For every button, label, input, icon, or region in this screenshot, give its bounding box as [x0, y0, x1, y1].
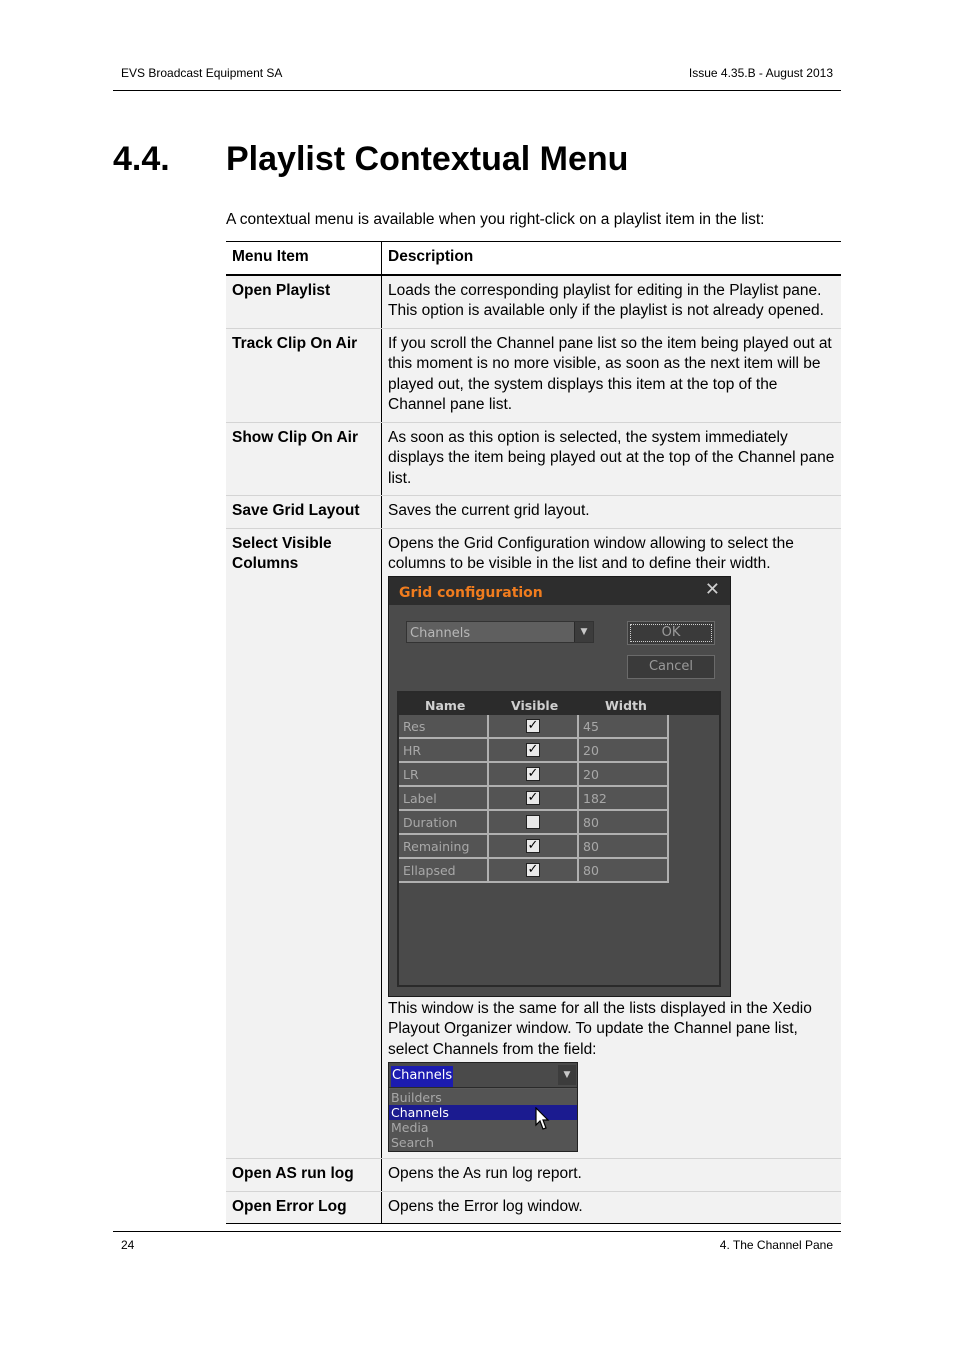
grid-row	[399, 859, 669, 883]
chevron-down-icon[interactable]: ▼	[558, 1065, 576, 1085]
intro-paragraph: A contextual menu is available when you right-click on a playlist item in the list:	[226, 211, 765, 228]
grid-cell-visible	[489, 787, 579, 811]
grid-cell-name: Duration	[399, 811, 489, 835]
menu-item-description	[382, 528, 842, 1159]
grid-row	[399, 787, 669, 811]
section-title: Playlist Contextual Menu	[226, 140, 629, 178]
menu-item-name: Track Clip On Air	[226, 328, 382, 422]
grid-header	[399, 693, 719, 715]
grid-cell-visible	[489, 835, 579, 859]
column-header-menu-item: Menu Item	[226, 242, 382, 275]
grid-cell-width[interactable]: 20	[579, 763, 669, 787]
grid-cell-visible	[489, 811, 579, 835]
menu-item-description: Opens the As run log report.	[382, 1159, 842, 1192]
footer-rule	[113, 1231, 841, 1232]
checkbox-checked-icon[interactable]: ✓	[527, 861, 539, 877]
grid-cell-width[interactable]: 20	[579, 739, 669, 763]
grid-cell-width[interactable]: 80	[579, 859, 669, 883]
checkbox-checked-icon[interactable]: ✓	[527, 837, 539, 853]
list-select-value: Channels	[410, 625, 471, 641]
checkbox-checked-icon[interactable]: ✓	[527, 741, 539, 757]
columns-grid	[397, 691, 721, 987]
menu-item-description: Saves the current grid layout.	[382, 496, 842, 529]
table-row	[226, 422, 841, 496]
grid-cell-visible	[489, 739, 579, 763]
grid-cell-name: HR	[399, 739, 489, 763]
mouse-pointer-icon	[535, 1107, 551, 1131]
menu-item-name: Open AS run log	[226, 1159, 382, 1192]
grid-header-visible: Visible	[511, 697, 559, 713]
header-rule	[113, 90, 841, 91]
table-header-row	[226, 242, 841, 275]
chevron-down-icon[interactable]: ▼	[574, 622, 593, 642]
grid-row	[399, 811, 669, 835]
menu-item-description: Loads the corresponding playlist for editing in the Playlist pane. This option is available only if the playlist is not already opened.	[382, 275, 842, 329]
menu-item-name: Open Playlist	[226, 275, 382, 329]
grid-header-name: Name	[425, 697, 466, 713]
menu-item-description: As soon as this option is selected, the system immediately displays the item being played out at the top of the Channel pane list.	[382, 422, 842, 496]
table-row	[226, 328, 841, 422]
table-row	[226, 496, 841, 529]
window-title: Grid configuration	[399, 584, 543, 601]
list-type-dropdown[interactable]	[388, 1062, 578, 1152]
grid-cell-name: Ellapsed	[399, 859, 489, 883]
close-icon[interactable]: ✕	[704, 578, 720, 600]
grid-row	[399, 715, 669, 739]
menu-item-name: Select Visible Columns	[226, 528, 382, 1159]
checkbox-checked-icon[interactable]: ✓	[527, 717, 539, 733]
list-select[interactable]	[406, 621, 594, 643]
ok-button[interactable]: OK	[627, 621, 715, 645]
grid-cell-width[interactable]: 80	[579, 811, 669, 835]
menu-item-description: Opens the Error log window.	[382, 1191, 842, 1224]
grid-cell-name: Res	[399, 715, 489, 739]
dropdown-value: Channels	[391, 1066, 453, 1087]
grid-cell-visible	[489, 763, 579, 787]
grid-header-width: Width	[605, 697, 647, 713]
grid-cell-width[interactable]: 45	[579, 715, 669, 739]
table-row	[226, 528, 841, 1159]
menu-items-table	[226, 241, 841, 1224]
grid-cell-width[interactable]: 80	[579, 835, 669, 859]
page-number: 24	[121, 1238, 135, 1252]
dropdown-option-builders[interactable]: Builders	[391, 1090, 442, 1105]
table-row	[226, 1159, 841, 1192]
dropdown-option-search[interactable]: Search	[391, 1135, 434, 1150]
grid-cell-name: Label	[399, 787, 489, 811]
select-columns-description: Opens the Grid Configuration window allowing to select the columns to be visible in the list and to define their width.	[388, 534, 794, 572]
grid-cell-name: Remaining	[399, 835, 489, 859]
grid-cell-visible	[489, 859, 579, 883]
dropdown-field[interactable]	[389, 1063, 577, 1088]
header-company: EVS Broadcast Equipment SA	[121, 66, 283, 80]
select-columns-note: This window is the same for all the lists displayed in the Xedio Playout Organizer window. To update the Channel pane list, select Channels from the field:	[388, 999, 812, 1058]
header-issue: Issue 4.35.B - August 2013	[688, 66, 833, 80]
window-titlebar	[389, 577, 730, 605]
table-row	[226, 275, 841, 329]
menu-item-name: Show Clip On Air	[226, 422, 382, 496]
checkbox-checked-icon[interactable]: ✓	[527, 765, 539, 781]
dropdown-option-media[interactable]: Media	[391, 1120, 429, 1135]
checkbox-unchecked-icon[interactable]	[526, 815, 540, 829]
grid-row	[399, 835, 669, 859]
menu-item-name: Save Grid Layout	[226, 496, 382, 529]
table-row	[226, 1191, 841, 1224]
grid-cell-visible	[489, 715, 579, 739]
grid-row	[399, 739, 669, 763]
checkbox-checked-icon[interactable]: ✓	[527, 789, 539, 805]
chapter-title: 4. The Channel Pane	[719, 1238, 833, 1252]
grid-cell-width[interactable]: 182	[579, 787, 669, 811]
column-header-description: Description	[382, 242, 842, 275]
menu-item-description: If you scroll the Channel pane list so the item being played out at this moment is no more visible, as soon as the next item will be played out, the system displays this item at the top of the Channel pane list.	[382, 328, 842, 422]
grid-configuration-window	[388, 576, 731, 997]
dropdown-option-channels[interactable]: Channels	[389, 1105, 577, 1120]
menu-item-name: Open Error Log	[226, 1191, 382, 1224]
section-number: 4.4.	[113, 140, 170, 178]
cancel-button[interactable]: Cancel	[627, 655, 715, 679]
grid-row	[399, 763, 669, 787]
grid-cell-name: LR	[399, 763, 489, 787]
